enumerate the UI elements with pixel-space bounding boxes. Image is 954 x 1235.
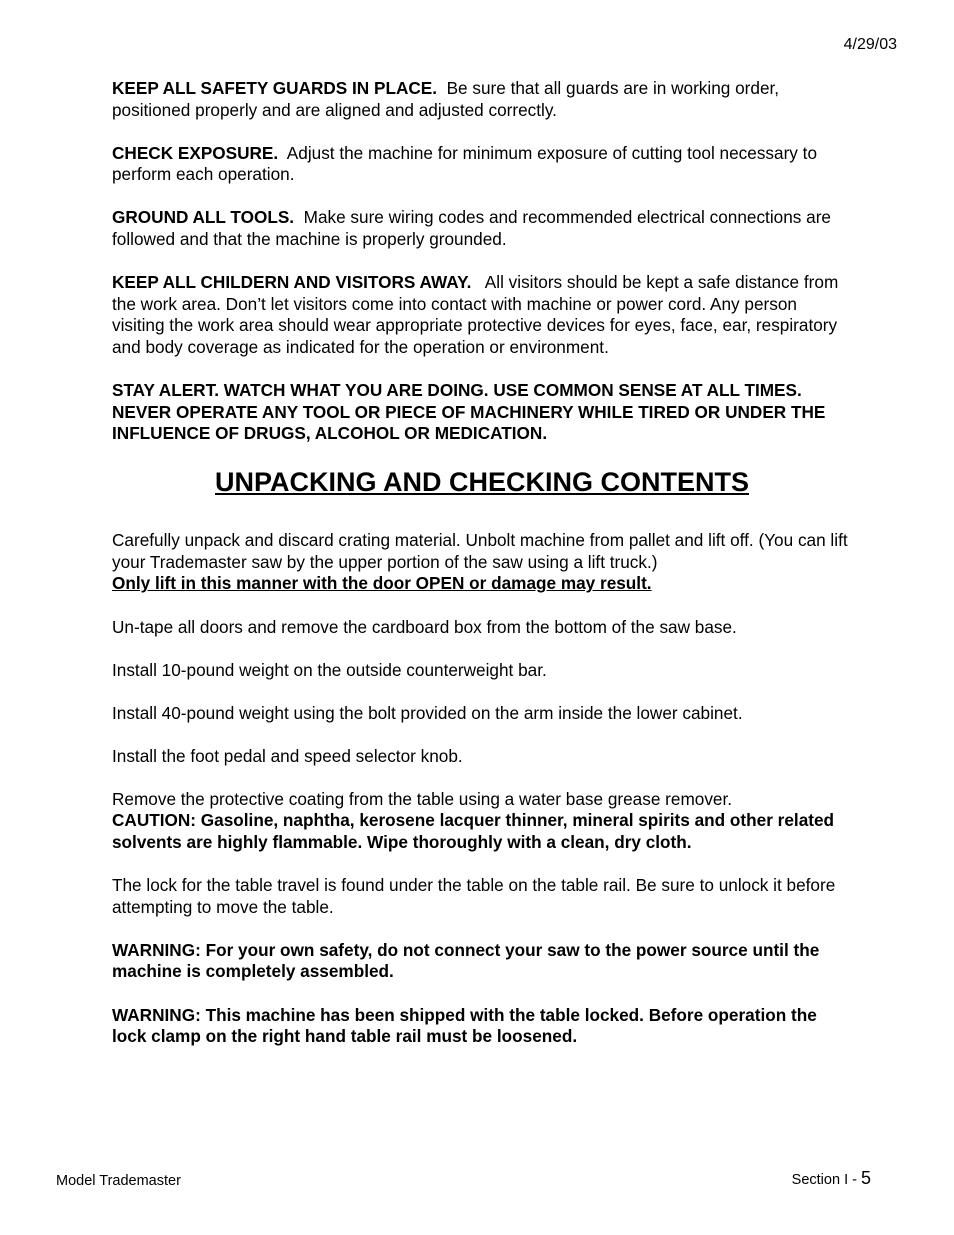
weight-10-paragraph: Install 10-pound weight on the outside counterweight bar. bbox=[112, 659, 547, 680]
ground-tools-text: Make sure wiring codes and recommended electrical connections are followed and that the machine is properly grounded. bbox=[112, 207, 831, 249]
power-warning-paragraph: WARNING: For your own safety, do not connect your saw to the power source until the machine is completely assembled. bbox=[112, 939, 820, 982]
page-content bbox=[112, 78, 852, 1069]
section-title: UNPACKING AND CHECKING CONTENTS bbox=[214, 467, 749, 498]
safety-guards-text: Be sure that all guards are in working order, positioned properly and are aligned and adjusted correctly. bbox=[112, 78, 780, 120]
ground-tools-lead: GROUND ALL TOOLS. bbox=[112, 207, 295, 228]
safety-guards-lead: KEEP ALL SAFETY GUARDS IN PLACE. bbox=[112, 78, 438, 98]
safety-guards-paragraph bbox=[112, 78, 852, 121]
check-exposure-paragraph bbox=[112, 143, 852, 186]
unpack-text: Carefully unpack and discard crating material. Unbolt machine from pallet and lift off. (You can lift your Trademaster saw by the upper portion of the saw using a lift truck.) bbox=[112, 530, 848, 572]
ground-tools-paragraph bbox=[112, 207, 852, 250]
coating-text: Remove the protective coating from the table using a water base grease remover. bbox=[112, 788, 733, 809]
coating-paragraph bbox=[112, 789, 852, 854]
untape-paragraph: Un-tape all doors and remove the cardboard box from the bottom of the saw base. bbox=[112, 616, 737, 637]
check-exposure-text: Adjust the machine for minimum exposure of cutting tool necessary to perform each operation. bbox=[112, 142, 817, 185]
page-date: 4/29/03 bbox=[843, 36, 897, 53]
visitors-paragraph bbox=[112, 272, 852, 358]
unpack-paragraph bbox=[112, 530, 852, 595]
footer-model: Model Trademaster bbox=[56, 1173, 181, 1189]
footer-section-label: Section I - bbox=[791, 1172, 861, 1188]
stay-alert-paragraph: STAY ALERT. WATCH WHAT YOU ARE DOING. USE COMMON SENSE AT ALL TIMES. NEVER OPERATE ANY TOOL OR PIECE OF MACHINERY WHILE TIRED OR UNDER THE INFLUENCE OF DRUGS, ALCOHOL OR MEDICATION. bbox=[112, 379, 826, 444]
page-number: 5 bbox=[860, 1168, 871, 1188]
weight-40-paragraph: Install 40-pound weight using the bolt provided on the arm inside the lower cabinet. bbox=[112, 702, 743, 723]
footer-section bbox=[792, 1168, 871, 1192]
visitors-lead: KEEP ALL CHILDERN AND VISITORS AWAY. bbox=[112, 272, 472, 293]
check-exposure-lead: CHECK EXPOSURE. bbox=[112, 142, 279, 163]
table-lock-paragraph: The lock for the table travel is found under the table on the table rail. Be sure to unlock it before attempting to move the table. bbox=[112, 875, 836, 917]
caution-text: CAUTION: Gasoline, naphtha, kerosene lacquer thinner, mineral spirits and other related solvents are highly flammable. Wipe thoroughly with a clean, dry cloth. bbox=[112, 810, 835, 853]
lift-warning: Only lift in this manner with the door OPEN or damage may result. bbox=[112, 573, 652, 594]
table-locked-warning-paragraph: WARNING: This machine has been shipped with the table locked. Before operation the lock clamp on the right hand table rail must be loosened. bbox=[112, 1004, 817, 1047]
foot-pedal-paragraph: Install the foot pedal and speed selector knob. bbox=[112, 745, 463, 766]
visitors-text: All visitors should be kept a safe distance from the work area. Don’t let visitors come into contact with machine or power cord. Any person visiting the work area should wear appropriate protective devices for eyes, face, ear, respiratory and body coverage as indicated for the operation or environment. bbox=[112, 272, 839, 357]
